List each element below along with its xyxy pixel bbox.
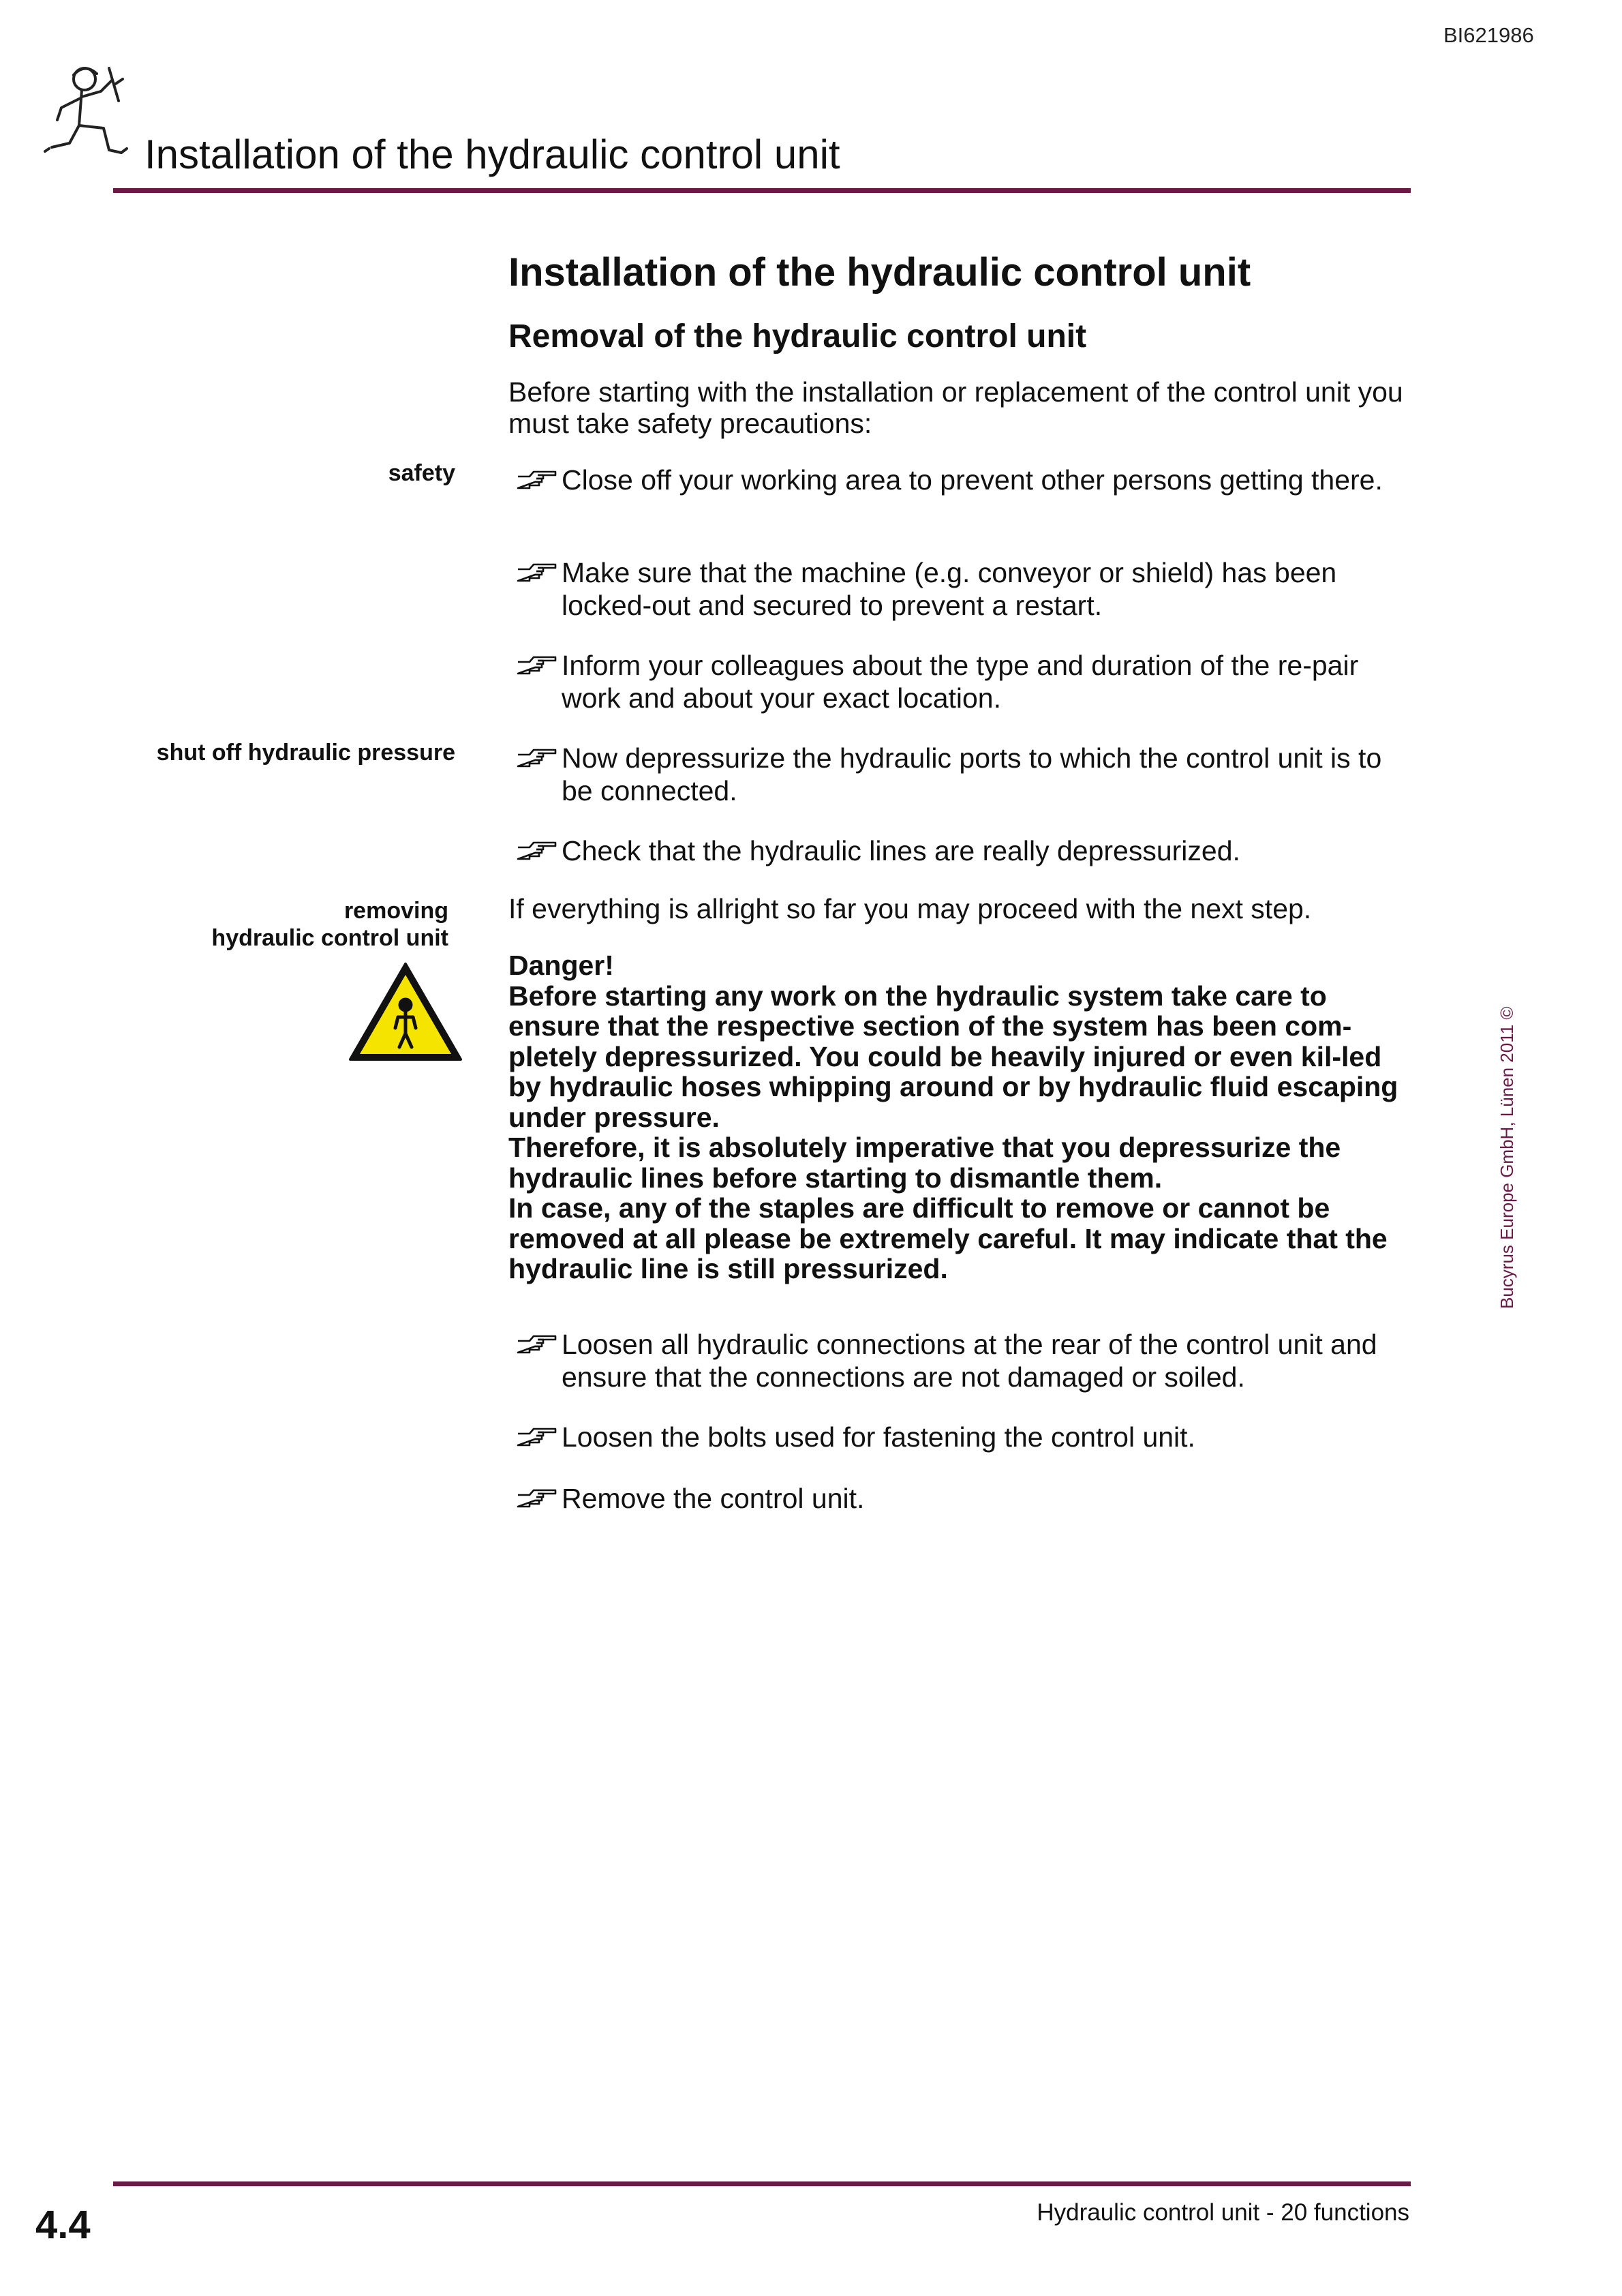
danger-text: Therefore, it is absolutely imperative that you depressurize the hydraulic lines before starting to dismantle them. <box>508 1132 1341 1194</box>
pointing-hand-icon <box>512 746 562 769</box>
page-number: 4.4 <box>35 2203 91 2247</box>
section-title: Installation of the hydraulic control unit <box>508 250 1251 294</box>
intro-paragraph: Before starting with the installation or replacement of the control unit you must take safety precautions: <box>508 376 1403 439</box>
pointing-hand-icon <box>512 653 562 676</box>
pointing-hand-icon <box>512 1332 562 1355</box>
list-item <box>512 1421 1412 1453</box>
list-item <box>512 1328 1412 1393</box>
step-text: Inform your colleagues about the type and duration of the re-pair work and about your exact location. <box>562 650 1359 714</box>
danger-warning-icon <box>346 960 465 1063</box>
pointing-hand-icon <box>512 560 562 584</box>
side-label-safety: safety <box>388 460 455 486</box>
pointing-hand-icon <box>512 1425 562 1448</box>
list-item <box>512 742 1412 807</box>
list-item <box>512 464 1412 496</box>
list-item <box>512 834 1412 867</box>
document-id: BI621986 <box>1443 23 1534 47</box>
danger-text: In case, any of the staples are difficult to remove or cannot be removed at all please be extremely careful. It may indicate that the hydraulic line is still pressurized. <box>508 1192 1388 1284</box>
side-label-removing: removing hydraulic control unit <box>211 898 448 951</box>
step-text: Loosen the bolts used for fastening the control unit. <box>562 1421 1195 1453</box>
list-item <box>512 649 1412 714</box>
footer-title: Hydraulic control unit - 20 functions <box>1037 2199 1409 2226</box>
section-subtitle: Removal of the hydraulic control unit <box>508 318 1087 354</box>
header-title: Installation of the hydraulic control unit <box>144 132 840 177</box>
danger-heading: Danger! <box>508 950 614 981</box>
step-text: Check that the hydraulic lines are really depressurized. <box>562 835 1240 866</box>
header-rule <box>113 188 1411 193</box>
worker-figure-icon <box>42 60 144 176</box>
step-text: Close off your working area to prevent other persons getting there. <box>562 464 1383 496</box>
danger-text: Before starting any work on the hydraulic system take care to ensure that the respective section of the system has been com-pletely depressurized. You could be heavily injured or even kil-led by hydraulic hoses whipping around or by hydraulic fluid escaping under pressure. <box>508 980 1398 1133</box>
pointing-hand-icon <box>512 839 562 862</box>
list-item <box>512 556 1412 622</box>
pointing-hand-icon <box>512 1486 562 1509</box>
step-text: Make sure that the machine (e.g. conveyor or shield) has been locked-out and secured to prevent a restart. <box>562 557 1337 621</box>
step-text: Remove the control unit. <box>562 1483 865 1514</box>
danger-warning-block <box>508 950 1415 1284</box>
copyright-notice: Bucyrus Europe GmbH, Lünen 2011 © <box>1497 1006 1517 1309</box>
step-text: Loosen all hydraulic connections at the rear of the control unit and ensure that the connections are not damaged or soiled. <box>562 1329 1377 1393</box>
list-item <box>512 1482 1412 1515</box>
side-label-shut-off: shut off hydraulic pressure <box>156 740 455 766</box>
pointing-hand-icon <box>512 468 562 491</box>
step-text: Now depressurize the hydraulic ports to which the control unit is to be connected. <box>562 742 1382 806</box>
proceed-paragraph: If everything is allright so far you may proceed with the next step. <box>508 893 1312 924</box>
footer-rule <box>113 2181 1411 2186</box>
